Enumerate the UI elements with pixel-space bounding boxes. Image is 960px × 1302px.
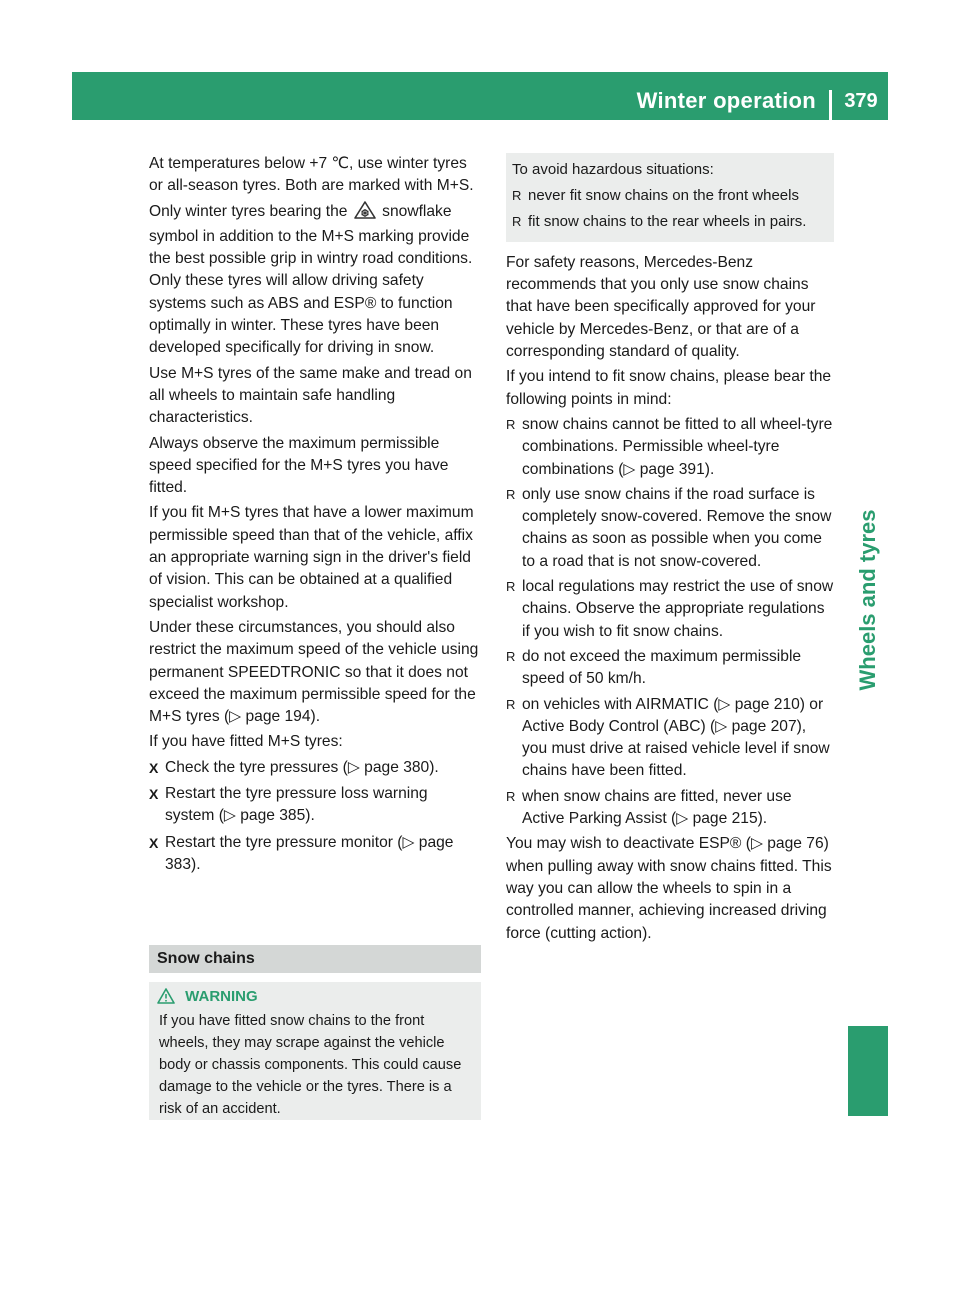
list-item <box>506 414 834 481</box>
list-item <box>506 786 834 831</box>
paragraph-snowflake <box>149 201 481 360</box>
bullet-marker: R <box>512 213 522 229</box>
step-item <box>149 832 481 877</box>
list-item <box>512 211 826 233</box>
list-item-text: on vehicles with AIRMATIC (▷ page 210) or Active Body Control (ABC) (▷ page 207), you must drive at raised vehicle level if snow chains have been fitted. <box>522 695 830 780</box>
bullet-marker: R <box>512 188 522 204</box>
step-list <box>149 757 481 876</box>
list-item-text: snow chains cannot be fitted to all wheel-tyre combinations. Permissible wheel-tyre combinations (▷ page 391). <box>522 415 833 478</box>
side-tab-label: Wheels and tyres <box>855 509 880 691</box>
paragraph: If you fit M+S tyres that have a lower maximum permissible speed than that of the vehicle, affix an appropriate warning sign in the driver's field of vision. This can be obtained at a qualified specialist workshop. <box>149 504 474 611</box>
step-text: Check the tyre pressures (▷ page 380). <box>165 758 439 776</box>
list-item <box>506 694 834 783</box>
side-tab <box>848 500 888 700</box>
list-item-text: do not exceed the maximum permissible speed of 50 km/h. <box>522 647 802 688</box>
list-item <box>512 185 826 207</box>
step-text: Restart the tyre pressure monitor (▷ page 383). <box>165 833 454 873</box>
warning-text: If you have fitted snow chains to the front wheels, they may scrape against the vehicle body or chassis components. This could cause damage to the vehicle or the tyres. There is a risk of an accident. <box>159 1013 462 1117</box>
warning-triangle-icon <box>157 988 185 1005</box>
list-item-text: when snow chains are fitted, never use Active Parking Assist (▷ page 215). <box>522 787 792 828</box>
hazard-box <box>506 153 834 242</box>
left-column <box>149 153 481 880</box>
step-item <box>149 757 481 779</box>
hazard-intro: To avoid hazardous situations: <box>512 161 714 178</box>
list-item-text: only use snow chains if the road surface is completely snow-covered. Remove the snow chains as soon as possible when you come to a road that is not snow-covered. <box>522 485 832 570</box>
paragraph: For safety reasons, Mercedes-Benz recommends that you only use snow chains that have been specifically approved for your vehicle by Mercedes-Benz, or that are of a corresponding standard of quality. <box>506 253 816 361</box>
section-heading-text: Snow chains <box>157 950 255 967</box>
page-number: 379 <box>844 90 878 112</box>
bullet-list <box>506 414 834 830</box>
paragraph: Use M+S tyres of the same make and tread on all wheels to maintain safe handling characteristics. <box>149 364 472 427</box>
step-item <box>149 783 481 828</box>
paragraph: You may wish to deactivate ESP® (▷ page 76) when pulling away with snow chains fitted. This way you can allow the wheels to spin in a controlled manner, achieving increased driving force (cutting action). <box>506 835 832 942</box>
header-divider <box>829 90 832 120</box>
step-text: Restart the tyre pressure loss warning system (▷ page 385). <box>165 785 428 825</box>
hazard-list <box>512 185 826 233</box>
page-title: Winter operation <box>636 88 816 113</box>
step-marker: X <box>149 834 159 851</box>
bullet-marker: R <box>506 648 516 664</box>
paragraph: Always observe the maximum permissible speed specified for the M+S tyres you have fitted. <box>149 434 449 497</box>
paragraph-text: snowflake symbol in addition to the M+S marking provide the best possible grip in wintry road conditions. Only these tyres will allow driving safety systems such as ABS and ESP® to function optimally in winter. These tyres have been developed specifically for driving in snow. <box>149 202 473 357</box>
paragraph-text: Only winter tyres bearing the <box>149 202 348 220</box>
paragraph: At temperatures below +7 ℃, use winter tyres or all-season tyres. Both are marked with M+S. <box>149 155 474 195</box>
list-item <box>506 646 834 691</box>
warning-label: WARNING <box>185 988 258 1005</box>
mountain-snowflake-icon <box>354 201 376 226</box>
header-bar <box>72 72 888 120</box>
list-item-text: local regulations may restrict the use of snow chains. Observe the appropriate regulations if you wish to fit snow chains. <box>522 578 834 640</box>
bullet-marker: R <box>506 696 516 712</box>
right-column <box>506 153 834 948</box>
list-item <box>506 484 834 573</box>
warning-title <box>149 982 481 1008</box>
section-heading <box>149 945 481 973</box>
bullet-marker: R <box>506 788 516 804</box>
paragraph: If you intend to fit snow chains, please bear the following points in mind: <box>506 368 832 408</box>
bullet-marker: R <box>506 579 516 595</box>
side-marker <box>848 1026 888 1116</box>
step-marker: X <box>149 759 159 776</box>
list-item <box>506 576 834 643</box>
list-item-text: fit snow chains to the rear wheels in pairs. <box>528 212 807 230</box>
bullet-marker: R <box>506 416 516 432</box>
list-item-text: never fit snow chains on the front wheels <box>528 187 799 205</box>
step-marker: X <box>149 786 159 803</box>
warning-box <box>149 982 481 1120</box>
paragraph: Under these circumstances, you should also restrict the maximum speed of the vehicle using permanent SPEEDTRONIC so that it does not exceed the maximum permissible speed for the M+S tyres (▷ page 194). <box>149 618 479 726</box>
paragraph: If you have fitted M+S tyres: <box>149 733 343 751</box>
bullet-marker: R <box>506 486 516 502</box>
